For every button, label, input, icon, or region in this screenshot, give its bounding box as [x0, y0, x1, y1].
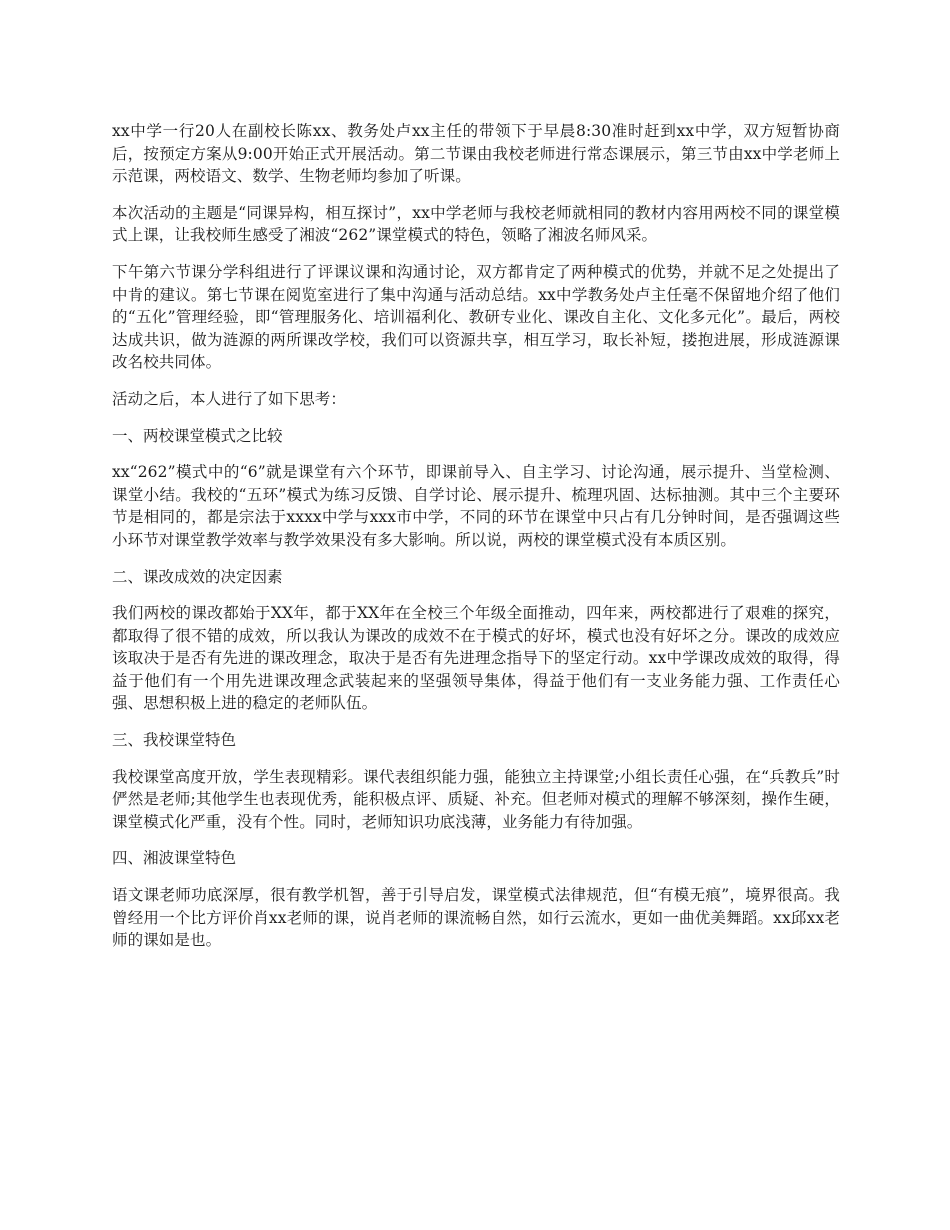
section-heading-2: 二、课改成效的决定因素 [112, 567, 283, 586]
paragraph-xiangbo-features: 语文课老师功底深厚，很有教学机智，善于引导启发，课堂模式法律规范，但“有模无痕”，境界很高。我曾经用一个比方评价肖xx老师的课，说肖老师的课流畅自然，如行云流水，更如一曲优美舞蹈。xx邱xx老师的课如是也。 [112, 886, 840, 950]
paragraph-visit-arrival: xx中学一行20人在副校长陈xx、教务处卢xx主任的带领下于早晨8:30准时赶到xx中学，双方短暂协商后，按预定方案从9:00开始正式开展活动。第二节课由我校老师进行常态课展示，第三节由xx中学老师上示范课，两校语文、数学、生物老师均参加了听课。 [112, 122, 840, 186]
paragraph-our-school-features: 我校课堂高度开放，学生表现精彩。课代表组织能力强，能独立主持课堂;小组长责任心强，在“兵教兵”时俨然是老师;其他学生也表现优秀，能积极点评、质疑、补充。但老师对模式的理解不够深刻，操作生硬，课堂模式化严重，没有个性。同时，老师知识功底浅薄，业务能力有待加强。 [112, 767, 840, 831]
document-body [112, 120, 840, 966]
section-heading-1: 一、两校课堂模式之比较 [112, 426, 283, 445]
paragraph-model-comparison: xx“262”模式中的“6”就是课堂有六个环节，即课前导入、自主学习、讨论沟通，展示提升、当堂检测、课堂小结。我校的“五环”模式为练习反馈、自学讨论、展示提升、梳理巩固、达标抽测。其中三个主要环节是相同的，都是宗法于xxxx中学与xxx市中学，不同的环节在课堂中只占有几分钟时间，是否强调这些小环节对课堂教学效率与教学效果没有多大影响。所以说，两校的课堂模式没有本质区别。 [112, 463, 840, 549]
paragraph-afternoon-discussion: 下午第六节课分学科组进行了评课议课和沟通讨论，双方都肯定了两种模式的优势，并就不足之处提出了中肯的建议。第七节课在阅览室进行了集中沟通与活动总结。xx中学教务处卢主任毫不保留地介绍了他们的“五化”管理经验，即“管理服务化、培训福利化、教研专业化、课改自主化、文化多元化”。最后，两校达成共识，做为涟源的两所课改学校，我们可以资源共享，相互学习，取长补短，搂抱进展，形成涟源课改名校共同体。 [112, 262, 840, 372]
paragraph-activity-theme: 本次活动的主题是“同课异构，相互探讨”，xx中学老师与我校老师就相同的教材内容用两校不同的课堂模式上课，让我校师生感受了湘波“262”课堂模式的特色，领略了湘波名师风采。 [112, 203, 840, 245]
section-heading-3: 三、我校课堂特色 [112, 731, 237, 750]
section-heading-4: 四、湘波课堂特色 [112, 849, 237, 868]
paragraph-reform-factors: 我们两校的课改都始于XX年，都于XX年在全校三个年级全面推动，四年来，两校都进行了艰难的探究，都取得了很不错的成效，所以我认为课改的成效不在于模式的好坏，模式也没有好坏之分。课改的成效应该取决于是否有先进的课改理念，取决于是否有先进理念指导下的坚定行动。xx中学课改成效的取得，得益于他们有一个用先进课改理念武装起来的坚强领导集体，得益于他们有一支业务能力强、工作责任心强、思想积极上进的稳定的老师队伍。 [112, 604, 840, 713]
paragraph-reflection-intro: 活动之后，本人进行了如下思考： [112, 389, 347, 408]
